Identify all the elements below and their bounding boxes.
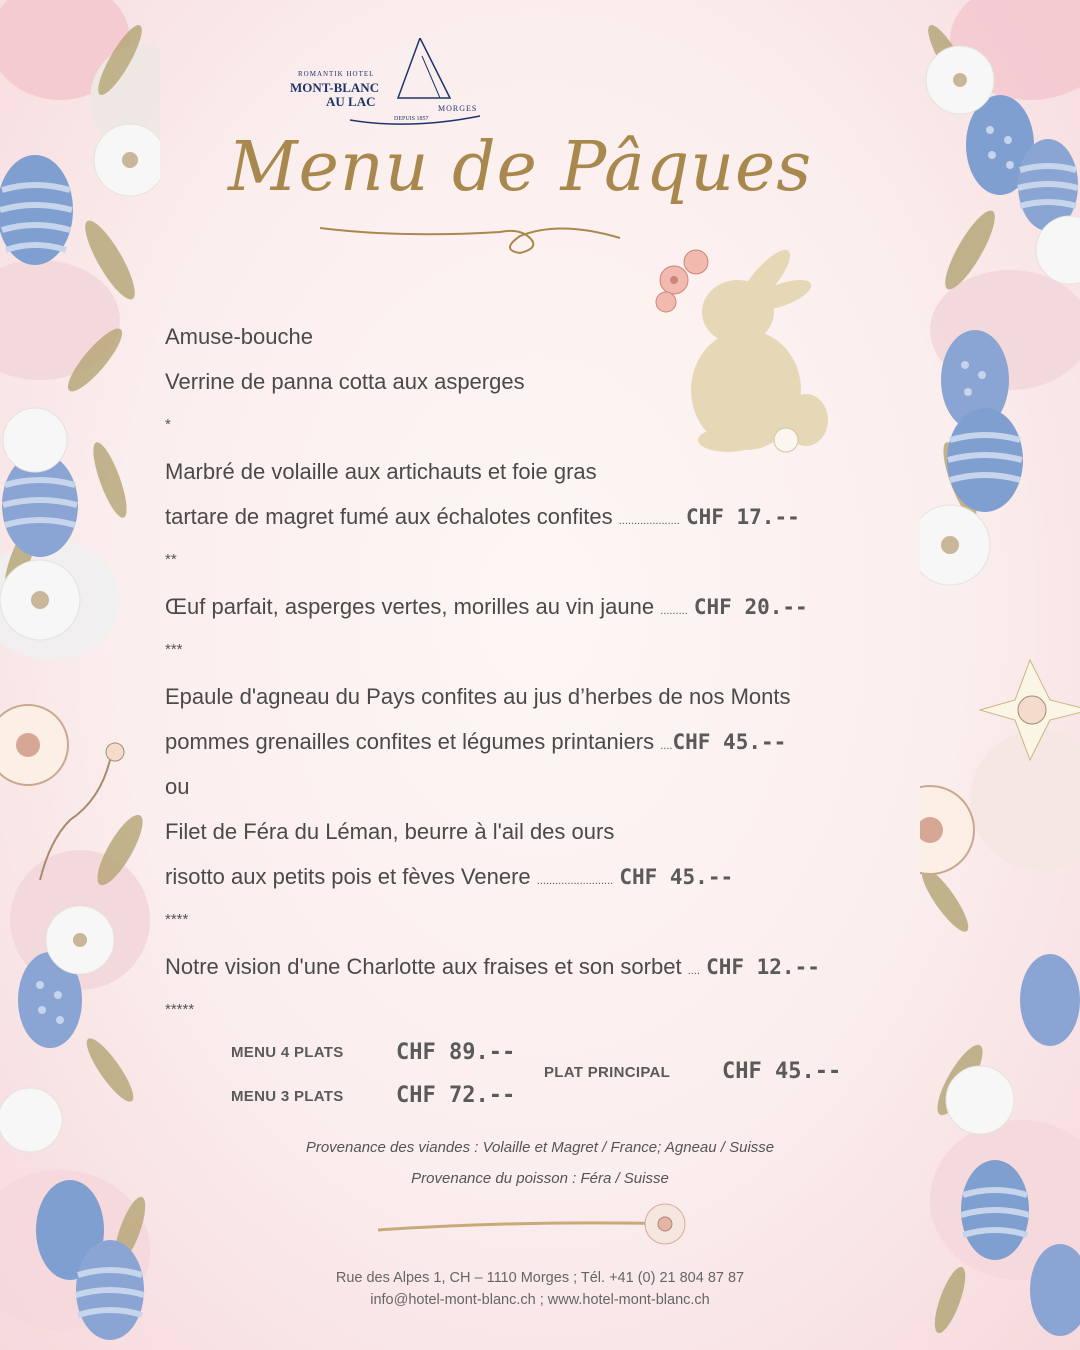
course-or: ou [165,774,190,799]
menu-4-plats-price: CHF 89.-- [396,1040,516,1065]
course-main-lamb-line-2: pommes grenailles confites et légumes printaniers ....CHF 45.-- [165,729,787,754]
course-price: CHF 17.-- [685,505,800,529]
course-amuse-heading: Amuse-bouche [165,324,313,349]
course-separator: * [165,416,171,433]
logo-line-2: MONT-BLANC [290,80,380,95]
logo-line-1: ROMANTIK HOTEL [298,70,375,78]
course-separator: ***** [165,1001,195,1018]
course-separator: ** [165,551,177,568]
course-price: CHF 45.-- [672,730,787,754]
course-separator: *** [165,641,183,658]
bunny-illustration [636,240,836,470]
logo-line-5: DEPUIS 1857 [394,116,429,122]
menu-4-plats-label: MENU 4 PLATS [231,1044,344,1061]
logo-line-4: MORGES [438,104,478,113]
provenance-meat: Provenance des viandes : Volaille et Magret / France; Agneau / Suisse [305,1139,775,1156]
footer-address: Rue des Alpes 1, CH – 1110 Morges ; Tél. +41 (0) 21 804 87 87 [335,1270,745,1286]
course-main-fish-line-1: Filet de Féra du Léman, beurre à l'ail des ours [165,819,615,844]
logo-line-3: AU LAC [326,94,376,109]
course-starter-line-1: Marbré de volaille aux artichauts et foie gras [165,459,597,484]
course-price: CHF 12.-- [706,955,820,979]
course-main-fish-line-2: risotto aux petits pois et fèves Venere ......................... CHF 45.-- [165,864,734,889]
course-price: CHF 45.-- [619,865,734,889]
menu-3-plats-price: CHF 72.-- [396,1083,516,1108]
plat-principal-label: PLAT PRINCIPAL [544,1064,671,1081]
plat-principal-price: CHF 45.-- [722,1059,842,1084]
title-flourish-icon [200,128,820,258]
course-separator: **** [165,911,189,928]
course-amuse-dish: Verrine de panna cotta aux asperges [165,369,525,394]
hotel-logo [290,38,490,128]
course-price: CHF 20.-- [693,595,808,619]
provenance-fish: Provenance du poisson : Féra / Suisse [411,1170,669,1187]
course-dessert: Notre vision d'une Charlotte aux fraises et son sorbet .... CHF 12.-- [165,954,820,979]
menu-3-plats-label: MENU 3 PLATS [231,1088,344,1105]
footer-web[interactable]: info@hotel-mont-blanc.ch ; www.hotel-mont-blanc.ch [370,1292,710,1308]
page-title: Menu de Pâques [228,128,813,207]
menu-title-block [200,128,820,248]
course-egg: Œuf parfait, asperges vertes, morilles au vin jaune ......... CHF 20.-- [165,594,808,619]
course-starter-line-2: tartare de magret fumé aux échalotes confites .................... CHF 17.-- [165,504,800,529]
course-main-lamb-line-1: Epaule d'agneau du Pays confites au jus d’herbes de nos Monts [165,684,791,709]
flower-divider [378,1198,708,1248]
